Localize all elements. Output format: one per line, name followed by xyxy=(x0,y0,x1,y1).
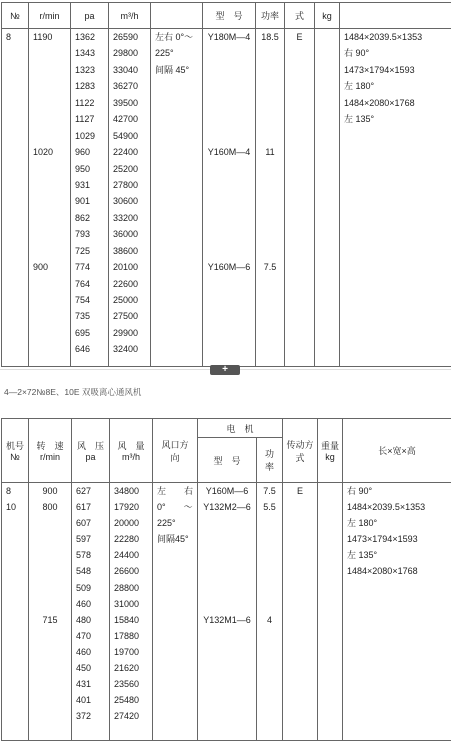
outlet-line: 左右 0°～ xyxy=(155,32,194,42)
outlet-line: 225° xyxy=(157,518,176,529)
flow-value: 27800 xyxy=(113,179,139,190)
header-model-no-line1: 机号 xyxy=(5,441,24,451)
motor-power-cell xyxy=(256,29,285,367)
model-no-cell xyxy=(2,29,29,367)
pressure-value: 960 xyxy=(75,147,91,158)
dimension-line: 左 180° xyxy=(347,518,378,529)
header-speed-line2: r/min xyxy=(40,452,60,462)
flow-value: 33200 xyxy=(113,212,139,223)
motor-model: Y160M—4 xyxy=(207,147,251,158)
flow-value: 26590 xyxy=(113,32,139,42)
header-weight xyxy=(318,419,343,483)
dimension-line: 1484×2080×1768 xyxy=(347,566,418,577)
dimension-line: 左 135° xyxy=(344,114,375,125)
speed-value: 715 xyxy=(42,614,58,625)
pressure-value: 1323 xyxy=(75,64,96,75)
flow-cell xyxy=(109,29,151,367)
pressure-value: 607 xyxy=(76,518,92,529)
dimension-line: 1473×1794×1593 xyxy=(347,534,418,545)
flow-value: 29900 xyxy=(113,327,139,338)
header-outlet-line1: 风口方 xyxy=(161,439,189,450)
pressure-value: 509 xyxy=(76,582,92,593)
header-drive-line1: 传动方 xyxy=(286,439,314,450)
flow-value: 25200 xyxy=(113,163,139,174)
motor-power-cell xyxy=(257,483,283,741)
motor-power: 4 xyxy=(267,614,273,625)
outlet-line: 225° xyxy=(155,48,174,59)
dimension-line: 右 90° xyxy=(347,486,373,496)
speed-value: 1190 xyxy=(33,32,53,42)
header-speed-line1: 转 速 xyxy=(36,441,64,451)
pressure-value: 1122 xyxy=(75,97,95,108)
pressure-value: 597 xyxy=(76,534,92,545)
flow-value: 22280 xyxy=(114,534,140,545)
flow-value: 25480 xyxy=(114,695,140,706)
flow-value: 54900 xyxy=(113,130,139,141)
header-motor-model: 型 号 xyxy=(198,438,257,483)
pressure-value: 372 xyxy=(76,711,92,722)
flow-value: 36000 xyxy=(113,229,139,240)
pressure-value: 460 xyxy=(76,598,92,609)
flow-value: 24400 xyxy=(114,550,140,561)
header-weight-line1: 重量 xyxy=(321,441,340,451)
header-outlet xyxy=(153,419,198,483)
model-no-cell xyxy=(2,483,29,741)
flow-value: 34800 xyxy=(114,486,140,496)
dimension-line: 1484×2039.5×1353 xyxy=(347,502,426,513)
dimension-line: 1484×2080×1768 xyxy=(344,97,415,108)
outlet-line: 0° ～ xyxy=(157,502,193,513)
pressure-value: 470 xyxy=(76,630,92,641)
speed-value: 800 xyxy=(42,502,58,513)
speed-value: 900 xyxy=(33,262,49,273)
pressure-value: 1343 xyxy=(75,48,96,59)
header-dimensions xyxy=(340,3,451,29)
model-no: 8 xyxy=(6,32,12,42)
expand-button[interactable]: + xyxy=(210,365,240,375)
header-drive: 式 xyxy=(285,3,315,29)
header-drive xyxy=(283,419,318,483)
table2-header-row-1 xyxy=(2,419,451,438)
header-motor-power-line1: 功 xyxy=(265,449,275,459)
outlet-line: 左 右 xyxy=(157,486,194,496)
model-no: 8 xyxy=(6,486,12,496)
weight-cell xyxy=(315,29,340,367)
header-pressure-line2: pa xyxy=(85,452,96,462)
dimension-line: 左 180° xyxy=(344,81,375,92)
pressure-value: 1362 xyxy=(75,32,96,42)
flow-value: 32400 xyxy=(113,344,139,355)
drive-type: E xyxy=(296,32,303,42)
pressure-value: 578 xyxy=(76,550,92,561)
table-caption: 4—2×72№8E、10E 双吸离心通风机 xyxy=(4,387,142,397)
header-flow-line1: 风 量 xyxy=(117,441,145,451)
pressure-cell xyxy=(72,483,110,741)
pressure-value: 725 xyxy=(75,245,91,256)
speed-value: 900 xyxy=(42,486,58,496)
pressure-value: 617 xyxy=(76,502,92,513)
flow-value: 28800 xyxy=(114,582,140,593)
pressure-value: 754 xyxy=(75,295,91,305)
pressure-value: 793 xyxy=(75,229,91,240)
pressure-value: 1283 xyxy=(75,81,96,92)
dimension-line: 1473×1794×1593 xyxy=(344,64,415,75)
header-outlet-line2: 向 xyxy=(170,452,180,463)
pressure-value: 735 xyxy=(75,311,91,322)
pressure-value: 931 xyxy=(75,179,91,190)
pressure-value: 1127 xyxy=(75,114,95,125)
flow-value: 29800 xyxy=(113,48,139,59)
motor-power: 7.5 xyxy=(263,262,277,273)
pressure-value: 480 xyxy=(76,614,92,625)
pressure-value: 627 xyxy=(76,486,92,496)
flow-value: 30600 xyxy=(113,196,139,207)
flow-value: 17920 xyxy=(114,502,140,513)
header-pressure-line1: 风 压 xyxy=(76,441,104,451)
pressure-value: 460 xyxy=(76,646,92,657)
flow-value: 20100 xyxy=(113,262,139,273)
flow-value: 38600 xyxy=(113,245,139,256)
dimensions-cell xyxy=(340,29,451,367)
drive-cell xyxy=(285,29,315,367)
flow-value: 42700 xyxy=(113,114,139,125)
flow-value: 36270 xyxy=(113,81,139,92)
outlet-line: 间隔 45° xyxy=(155,64,190,75)
motor-model: Y132M1—6 xyxy=(203,614,251,625)
flow-value: 21620 xyxy=(114,663,140,674)
flow-value: 26600 xyxy=(114,566,140,577)
speed-value: 1020 xyxy=(33,147,54,158)
outlet-line: 间隔45° xyxy=(157,534,189,545)
header-motor-group: 电 机 xyxy=(198,419,283,438)
flow-value: 39500 xyxy=(113,97,139,108)
motor-model-cell xyxy=(198,483,257,741)
flow-value: 23560 xyxy=(114,679,140,690)
motor-model: Y180M—4 xyxy=(207,32,251,42)
pressure-value: 764 xyxy=(75,278,91,289)
pressure-value: 774 xyxy=(75,262,91,273)
flow-value: 22400 xyxy=(113,147,139,158)
header-pressure: pa xyxy=(71,3,109,29)
dimensions-cell xyxy=(343,483,451,741)
pressure-value: 431 xyxy=(76,679,92,690)
speed-cell xyxy=(29,483,72,741)
speed-cell xyxy=(29,29,71,367)
motor-model: Y132M2—6 xyxy=(203,502,251,513)
outlet-direction-cell xyxy=(151,29,203,367)
flow-value: 17880 xyxy=(114,630,140,641)
motor-model: Y160M—6 xyxy=(205,486,249,496)
header-model: 型 号 xyxy=(203,3,256,29)
header-no: № xyxy=(2,3,29,29)
header-motor-power xyxy=(257,438,283,483)
header-model-no xyxy=(2,419,29,483)
header-pressure xyxy=(72,419,110,483)
flow-value: 22600 xyxy=(113,278,139,289)
header-flow-line2: m³/h xyxy=(122,452,140,462)
outlet-direction-cell xyxy=(153,483,198,741)
pressure-value: 1029 xyxy=(75,130,96,141)
pressure-value: 950 xyxy=(75,163,91,174)
dimension-line: 左 135° xyxy=(347,550,378,561)
table2-body-row xyxy=(2,483,451,741)
header-flow xyxy=(110,419,153,483)
pressure-value: 862 xyxy=(75,212,91,223)
flow-value: 20000 xyxy=(114,518,140,529)
header-flow: m³/h xyxy=(109,3,151,29)
flow-value: 15840 xyxy=(114,614,140,625)
pressure-value: 401 xyxy=(76,695,92,706)
motor-power: 11 xyxy=(265,147,275,158)
header-motor-power-line2: 率 xyxy=(265,462,275,472)
header-outlet xyxy=(151,3,203,29)
table1-body-row xyxy=(2,29,451,367)
pressure-value: 450 xyxy=(76,663,92,674)
pressure-cell xyxy=(71,29,109,367)
header-dimensions: 长×宽×高 xyxy=(343,419,451,483)
flow-value: 19700 xyxy=(114,646,140,657)
drive-cell xyxy=(283,483,318,741)
model-no: 10 xyxy=(6,502,17,513)
flow-value: 33040 xyxy=(113,64,139,75)
pressure-value: 901 xyxy=(75,196,91,207)
header-weight: kg xyxy=(315,3,340,29)
motor-model: Y160M—6 xyxy=(207,262,251,273)
dimension-line: 右 90° xyxy=(344,48,370,59)
fan-spec-table-1 xyxy=(1,2,451,367)
motor-power: 18.5 xyxy=(261,32,279,42)
flow-cell xyxy=(110,483,153,741)
pressure-value: 695 xyxy=(75,327,91,338)
header-power: 功率 xyxy=(256,3,285,29)
motor-model-cell xyxy=(203,29,256,367)
flow-value: 27500 xyxy=(113,311,139,322)
drive-type: E xyxy=(297,486,304,496)
header-drive-line2: 式 xyxy=(295,452,305,463)
flow-value: 27420 xyxy=(114,711,140,722)
weight-cell xyxy=(318,483,343,741)
header-weight-line2: kg xyxy=(325,452,335,462)
motor-power: 7.5 xyxy=(263,486,276,496)
table1-header-row xyxy=(2,3,451,29)
fan-spec-table-2 xyxy=(1,418,451,741)
pressure-value: 548 xyxy=(76,566,92,577)
header-model-no-line2: № xyxy=(10,452,20,462)
pressure-value: 646 xyxy=(75,344,91,355)
header-speed: r/min xyxy=(29,3,71,29)
dimension-line: 1484×2039.5×1353 xyxy=(344,32,423,42)
flow-value: 31000 xyxy=(114,598,140,609)
motor-power: 5.5 xyxy=(263,502,276,513)
header-speed xyxy=(29,419,72,483)
flow-value: 25000 xyxy=(113,295,139,305)
